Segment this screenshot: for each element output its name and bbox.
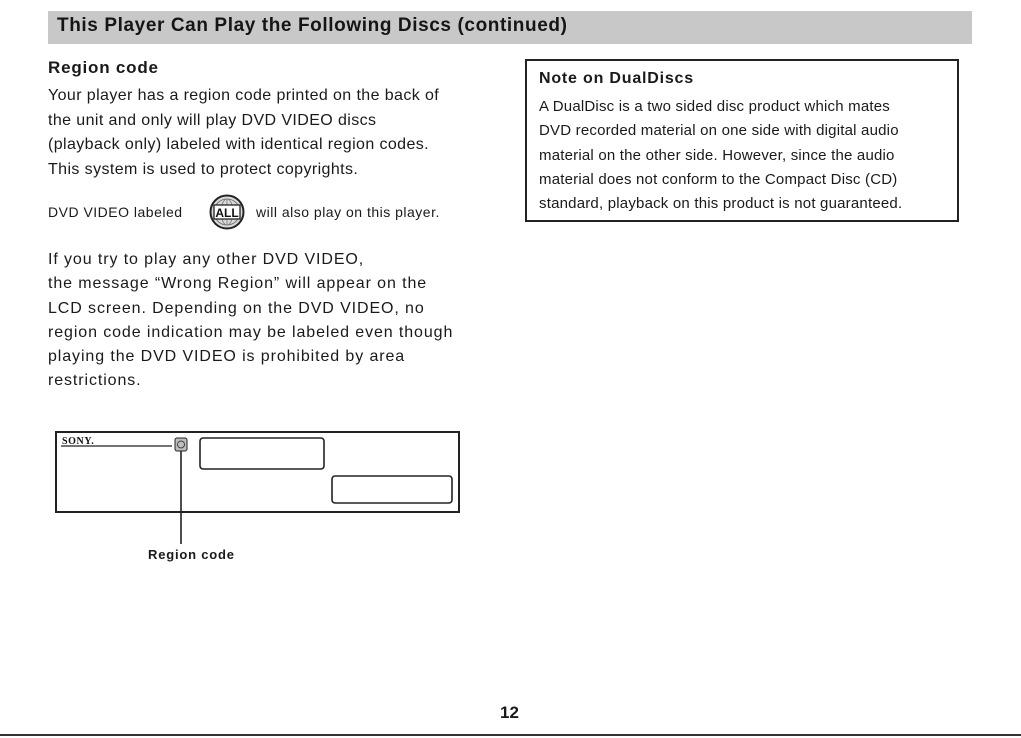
wrong-region-paragraph (48, 248, 453, 394)
footer-rule (0, 734, 1021, 736)
note-line: material on the other side. However, since the audio (539, 146, 895, 164)
region-code-marker (175, 438, 187, 451)
note-line: material does not conform to the Compact Disc (CD) (539, 170, 898, 188)
rear-panel-label-upper (200, 438, 324, 469)
all-region-note-suffix: will also play on this player. (256, 204, 440, 220)
wrong-region-line: the message “Wrong Region” will appear on the (48, 275, 428, 293)
dualdisc-note-body (539, 95, 902, 216)
all-region-icon-text: ALL (215, 206, 239, 220)
page-number: 12 (500, 703, 519, 722)
intro-line: Your player has a region code printed on the back of (48, 87, 440, 104)
wrong-region-line: playing the DVD VIDEO is prohibited by area (48, 348, 406, 366)
region-code-intro (48, 84, 439, 182)
region-code-heading: Region code (48, 58, 159, 77)
section-header-bar (48, 11, 972, 44)
region-code-callout-label: Region code (148, 547, 235, 562)
note-line: DVD recorded material on one side with digital audio (539, 122, 899, 140)
rear-panel-label-lower (332, 476, 452, 503)
intro-line: (playback only) labeled with identical region codes. (48, 136, 430, 153)
wrong-region-line: LCD screen. Depending on the DVD VIDEO, no (48, 299, 425, 317)
note-line: A DualDisc is a two sided disc product which mates (539, 98, 890, 115)
intro-line: the unit and only will play DVD VIDEO discs (48, 111, 377, 129)
wrong-region-line: If you try to play any other DVD VIDEO, (48, 251, 365, 268)
rear-panel-diagram (54, 430, 464, 570)
note-line: standard, playback on this product is not guaranteed. (539, 195, 903, 213)
all-region-note-prefix: DVD VIDEO labeled (48, 204, 183, 220)
page-title: This Player Can Play the Following Discs (continued) (57, 15, 568, 36)
wrong-region-line: restrictions. (48, 372, 142, 390)
all-region-note (48, 194, 488, 230)
wrong-region-line: region code indication may be labeled even though (48, 323, 454, 341)
intro-line: This system is used to protect copyrights. (48, 160, 359, 178)
brand-logo-text: SONY. (62, 436, 95, 447)
all-region-globe-icon (209, 194, 245, 230)
dualdisc-note-box (525, 59, 959, 222)
dualdisc-note-title: Note on DualDiscs (539, 70, 694, 87)
